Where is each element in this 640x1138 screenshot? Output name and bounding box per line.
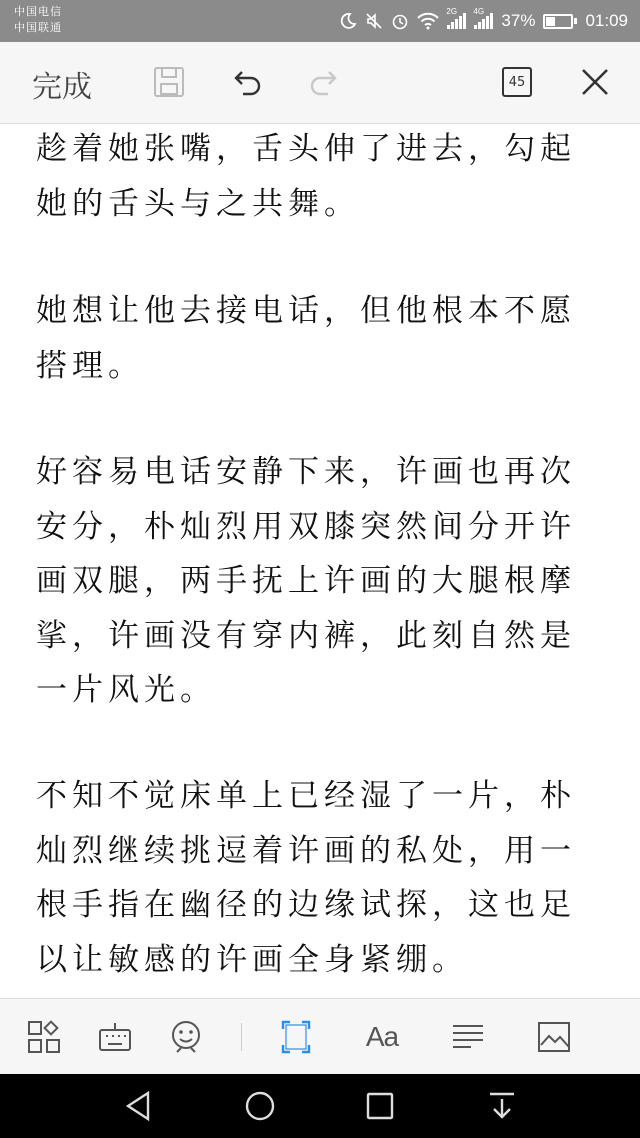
carrier-labels [14,4,62,36]
moon-icon [339,12,357,30]
paragraph-4[interactable]: 不知不觉床单上已经湿了一片，朴灿烈继续挑逗着许画的私处，用一根手指在幽径的边缘试探，这也足以让敏感的许画全身紧绷。 [36,778,576,978]
insert-image-icon[interactable] [534,1017,574,1057]
align-left-icon[interactable] [448,1017,488,1057]
paragraph-3[interactable]: 好容易电话安静下来，许画也再次安分，朴灿烈用双膝突然间分开许画双腿，两手抚上许画的大腿根摩挲，许画没有穿内裤，此刻自然是一片风光。 [36,454,576,708]
apps-grid-icon[interactable] [24,1017,64,1057]
mute-icon [365,12,383,30]
toolbar-divider [241,1023,242,1051]
status-icons [339,0,628,42]
close-icon[interactable] [577,64,613,100]
paragraph-2[interactable]: 她想让他去接电话，但他根本不愿搭理。 [36,293,576,384]
fullscreen-icon[interactable] [276,1017,316,1057]
navigation-bar [0,1074,640,1138]
page-count-button[interactable] [499,64,535,100]
battery-percent: 37% [501,11,536,30]
document-content[interactable] [0,124,640,998]
status-bar [0,0,640,42]
format-bar [0,998,640,1074]
carrier-2: 中国联通 [14,21,62,34]
notification-pull-icon[interactable] [482,1086,522,1126]
emoji-icon[interactable] [166,1017,206,1057]
signal-icon-2: 4G [474,13,493,29]
wifi-icon [417,12,439,30]
keyboard-icon[interactable] [95,1017,135,1057]
signal-icon-1: 2G [447,13,466,29]
font-size-button[interactable]: Aa [365,1021,399,1052]
alarm-icon [391,12,409,30]
page-count-badge: 45 [502,67,532,97]
carrier-1: 中国电信 [14,5,62,18]
done-button[interactable]: 完成 [32,70,92,105]
undo-icon[interactable] [229,64,265,100]
back-icon[interactable] [118,1086,158,1126]
editor-toolbar [0,42,640,124]
recents-icon[interactable] [360,1086,400,1126]
home-icon[interactable] [240,1086,280,1126]
save-icon[interactable] [151,64,187,100]
redo-icon[interactable] [306,64,342,100]
paragraph-1[interactable]: 趁着她张嘴，舌头伸了进去，勾起她的舌头与之共舞。 [36,131,576,222]
battery-icon [543,14,577,29]
clock: 01:09 [585,11,628,30]
